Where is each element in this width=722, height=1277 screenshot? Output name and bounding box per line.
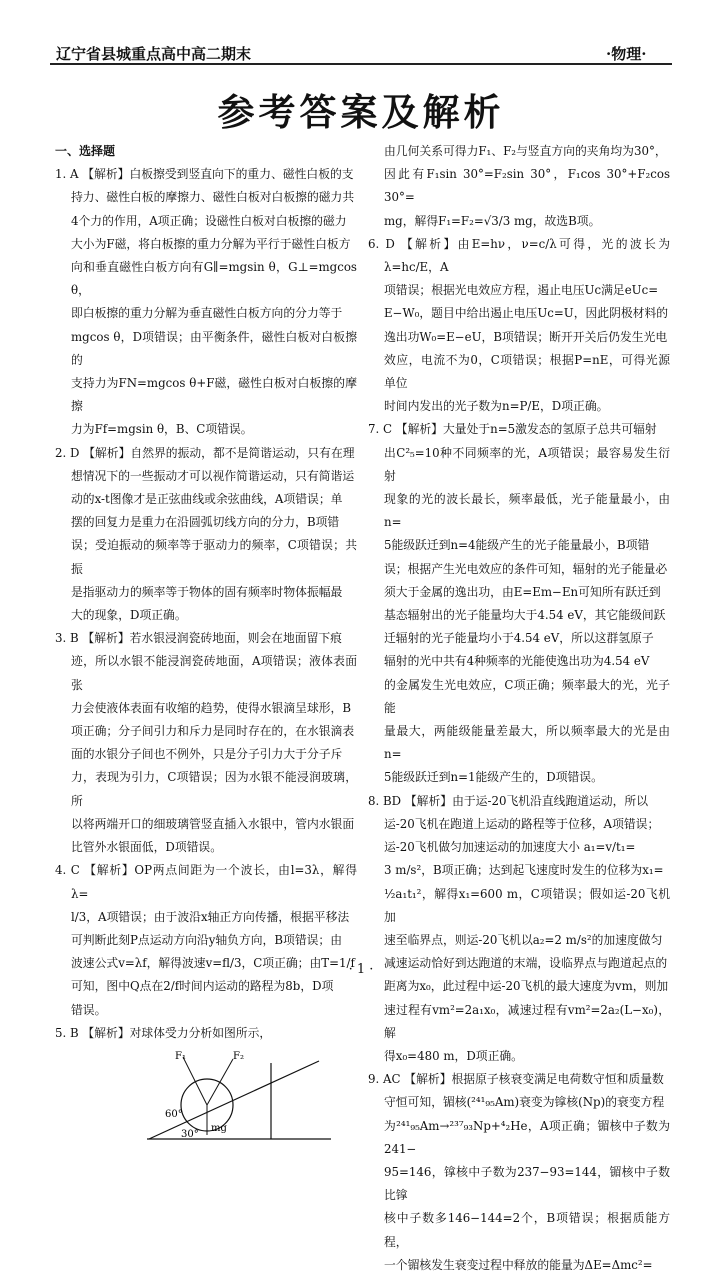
answer-line: 2. D 【解析】自然界的振动，都不是简谐运动，只有在理	[55, 445, 355, 460]
answer-line: 是指驱动力的频率等于物体的固有频率时物体振幅最	[71, 584, 343, 599]
force-f1-arrow	[183, 1057, 207, 1105]
answer-line: 6. D 【解析】由E=hν，ν=c/λ可得，光的波长为λ=hc/E，A	[368, 236, 670, 275]
answer-line: 即白板擦的重力分解为垂直磁性白板方向的分力等于	[71, 306, 343, 321]
answer-line: 迹，所以水银不能浸润瓷砖地面，A项错误；液体表面张	[71, 654, 357, 692]
answer-line: 面的水银分子间也不例外，只是分子引力大于分子斥	[71, 747, 343, 762]
answer-line: 误；根据产生光电效应的条件可知，辐射的光子能量必	[384, 561, 668, 576]
answer-1	[55, 163, 357, 441]
answer-line: 效应，电流不为0，C项错误；根据P=nE，可得光源单位	[384, 352, 670, 391]
answer-line: 基态辐射出的光子能量均大于4.54 eV，其它能级间跃	[384, 608, 666, 623]
answer-line: 为²⁴¹₉₅Am→²³⁷₉₃Np+⁴₂He，A项正确；镅核中子数为241−	[384, 1118, 670, 1156]
answer-line: 现象的光的波长最长，频率最低，光子能量最小，由n=	[384, 492, 670, 530]
label-f2: F₂	[233, 1050, 244, 1062]
answer-line: 波速公式v=λf，解得波速v=fl/3，C项正确；由T=1/f	[71, 956, 355, 971]
right-column	[368, 140, 670, 1277]
answer-line: 95=146，镎核中子数为237−93=144，镅核中子数比镎	[384, 1164, 670, 1203]
answer-line: 时间内发出的光子数为n=P/E，D项正确。	[384, 399, 609, 414]
answer-line: 须大于金属的逸出功，由E=Em−En可知所有跃迁到	[384, 584, 661, 599]
page-number: · 1 ·	[348, 962, 374, 977]
answer-line: 可知，图中Q点在2/f时间内运动的路程为8b，D项	[71, 979, 334, 994]
answer-line: 因此有F₁sin 30°=F₂sin 30°，F₁cos 30°+F₂cos 30°=	[384, 167, 670, 205]
answer-line: 逸出功W₀=E−eU，B项错误；断开开关后仍发生光电	[384, 329, 668, 344]
answer-line: 一个镅核发生衰变过程中释放的能量为ΔE=Δmc²=	[384, 1257, 653, 1272]
answer-line: ½a₁t₁²，解得x₁=600 m，C项错误；假如运-20飞机加	[384, 886, 670, 924]
answer-line: 持力、磁性白板的摩擦力、磁性白板对白板擦的磁力共	[71, 190, 355, 205]
answer-line: 项正确；分子间引力和斥力是同时存在的，在水银滴表	[71, 724, 355, 739]
answer-line: 项错误；根据光电效应方程，遏止电压Uc满足eUc=	[384, 283, 659, 298]
answer-line: 大小为F磁，将白板擦的重力分解为平行于磁性白板方	[71, 236, 351, 251]
answer-line: l/3，A项错误；由于波沿x轴正方向传播，根据平移法	[71, 909, 350, 924]
answer-line: 大的现象，D项正确。	[71, 608, 187, 623]
answer-line: 核中子数多146−144=2个，B项错误；根据质能方程，	[384, 1211, 670, 1249]
header-rule	[50, 63, 672, 65]
force-diagram	[141, 1049, 341, 1145]
answer-4	[55, 859, 357, 1021]
answer-line: 7. C 【解析】大量处于n=5激发态的氢原子总共可辐射	[368, 422, 657, 437]
left-column	[55, 140, 357, 1145]
answer-line: mgcos θ，D项错误；由平衡条件，磁性白板对白板擦的	[71, 329, 357, 367]
answer-line: 运-20飞机做匀加速运动的加速度大小 a₁=v/t₁=	[384, 840, 636, 855]
answer-line: 以将两端开口的细玻璃管竖直插入水银中，管内水银面	[71, 816, 355, 831]
answer-line: 5. B 【解析】对球体受力分析如图所示，	[55, 1025, 272, 1040]
answer-line: 5能级跃迁到n=1能级产生的，D项错误。	[384, 770, 603, 785]
answer-line: 力为Ff=mgsin θ，B、C项错误。	[71, 422, 253, 437]
answer-line: 得x₀=480 m，D项正确。	[384, 1048, 523, 1063]
answer-line: 的金属发生光电效应，C项正确；频率最大的光，光子能	[384, 677, 670, 715]
label-angle-60: 60°	[165, 1108, 183, 1120]
answer-line: 8. BD 【解析】由于运-20飞机沿直线跑道运动，所以	[368, 793, 649, 808]
answer-line: 错误。	[71, 1002, 107, 1017]
answer-line: 力，表现为引力，C项错误；因为水银不能浸润玻璃，所	[71, 770, 357, 808]
header-exam-title: 辽宁省县城重点高中高二期末	[56, 45, 252, 63]
answer-5-continued	[368, 140, 670, 233]
answer-line: 摆的回复力是重力在沿圆弧切线方向的分力，B项错	[71, 515, 340, 530]
answer-line: 速过程有vm²=2a₁x₀，减速过程有vm²=2a₂(L−x₀)，解	[384, 1002, 670, 1040]
answer-line: 3 m/s²，B项正确；达到起飞速度时发生的位移为x₁=	[384, 863, 664, 878]
answer-line: 由几何关系可得力F₁、F₂与竖直方向的夹角均为30°，	[384, 144, 667, 158]
answer-line: 运-20飞机在跑道上运动的路程等于位移，A项错误；	[384, 816, 660, 831]
answer-9	[368, 1068, 670, 1277]
answer-line: mg，解得F₁=F₂=√3/3 mg，故选B项。	[384, 213, 601, 228]
label-f1: F₁	[175, 1050, 186, 1062]
answer-line: 动的x-t图像才是正弦曲线或余弦曲线，A项错误；单	[71, 492, 343, 507]
answer-2	[55, 442, 357, 628]
answer-6	[368, 233, 670, 419]
answer-5	[55, 1022, 357, 1045]
answer-line: 迁辐射的光子能量均小于4.54 eV，所以这群氢原子	[384, 631, 654, 646]
answer-line: E−W₀，题目中给出遏止电压Uc=U，因此阴极材料的	[384, 306, 669, 321]
answer-line: 守恒可知，镅核(²⁴¹₉₅Am)衰变为镎核(Np)的衰变方程	[384, 1095, 665, 1110]
answer-line: 1. A 【解析】白板擦受到竖直向下的重力、磁性白板的支	[55, 167, 354, 182]
answer-line: 量最大，两能级能量差最大，所以频率最大的光是由n=	[384, 724, 670, 762]
answer-line: 4. C 【解析】OP两点间距为一个波长，由l=3λ，解得λ=	[55, 863, 357, 901]
answer-line: 4个力的作用，A项正确；设磁性白板对白板擦的磁力	[71, 213, 347, 228]
answer-3	[55, 627, 357, 859]
answer-line: 9. AC 【解析】根据原子核衰变满足电荷数守恒和质量数	[368, 1072, 664, 1087]
answer-line: 距离为x₀，此过程中运-20飞机的最大速度为vm，则加	[384, 979, 669, 994]
answer-line: 5能级跃迁到n=4能级产生的光子能量最小，B项错	[384, 538, 650, 553]
answer-line: 速至临界点，则运-20飞机以a₂=2 m/s²的加速度做匀	[384, 932, 663, 947]
answer-line: 出C²₅=10种不同频率的光，A项错误；最容易发生衍射	[384, 445, 670, 483]
page-title: 参考答案及解析	[217, 91, 505, 134]
answer-line: 可判断此刻P点运动方向沿y轴负方向，B项错误；由	[71, 932, 343, 947]
answer-line: 力会使液体表面有收缩的趋势，使得水银滴呈球形，B	[71, 700, 351, 715]
force-f2-arrow	[207, 1059, 233, 1105]
section-heading: 一、选择题	[55, 144, 116, 158]
answer-8	[368, 790, 670, 1068]
answer-line: 向和垂直磁性白板方向有G∥=mgsin θ，G⊥=mgcos θ，	[71, 260, 357, 298]
answer-line: 误；受迫振动的频率等于驱动力的频率，C项错误；共振	[71, 538, 357, 576]
force-diagram-svg	[141, 1049, 341, 1145]
page-header	[0, 0, 722, 66]
incline-line	[149, 1061, 319, 1139]
answer-line: 想情况下的一些振动才可以视作简谐运动，只有简谐运	[71, 468, 355, 483]
answer-line: 辐射的光中共有4种频率的光能使逸出功为4.54 eV	[384, 654, 650, 669]
answer-line: 比管外水银面低，D项错误。	[71, 840, 223, 855]
label-mg: mg	[211, 1122, 227, 1134]
answer-line: 3. B 【解析】若水银浸润瓷砖地面，则会在地面留下痕	[55, 631, 342, 646]
header-subject: ·物理·	[606, 45, 647, 63]
answer-7	[368, 418, 670, 789]
answer-line: 支持力为FN=mgcos θ+F磁，磁性白板对白板擦的摩擦	[71, 376, 357, 414]
answer-line: 减速运动恰好到达跑道的末端，设临界点与跑道起点的	[384, 956, 668, 971]
label-angle-30: 30°	[181, 1128, 199, 1140]
